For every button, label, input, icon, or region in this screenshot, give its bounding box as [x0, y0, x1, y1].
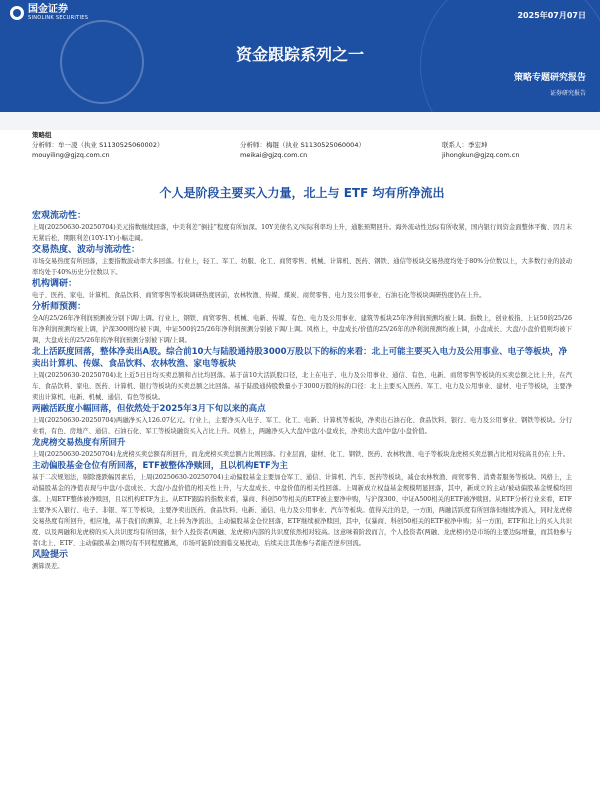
report-body — [32, 210, 572, 572]
section-heading: 两融活跃度小幅回落，但依然处于2025年3月下旬以来的高点 — [32, 404, 266, 414]
section-text: 上周(20250630-20250704)美元指数继续回落，中美利差“倒挂”程度有所加深。10Y美债名义/实际利率均上升，通胀预期回升。海外流动性边际有所收紧，国内银行间资金面整体平衡、因月末无紧后松，期限利差(10Y-1Y)小幅走阔。 — [32, 224, 572, 242]
section-text: 基于二次规划法，剔除涨跌幅因素后，上周(20250630-20250704)主动偏股基金主要加仓军工、通信、计算机、汽车、医药等板块，减仓农林牧渔、商贸零售、消费者服务等板块。风格上，主动偏股基金的净值表现与中盘/小盘成长、大盘/小盘价值的相关性上升，与大盘成长、中盘价值的相关性回落。上周新成立权益基金规模明显回落，其中，新成立的主动/被动偏股基金规模均回落。上周ETF整体被净赎回，且以机构ETF为主。从ETF跟踪的指数来看，暴商、科创50等相关的ETF被主要净申购，与沪深300、中证A500相关的ETF被净赎回。从ETF分析行业来看，ETF主要净买入银行、电子、非银、军工等板块，主要净卖出医药、食品饮料、电新、通信、电力及公用事业、汽车等板块。值得关注的是，一方面，两融活跃度有所回落但继续净流入，同时龙虎榜交易热度有所回升，相应地，基于我们的测算，北上转为净流出，主动偏股基金仓位回落，ETF继续被净赎回，其中，仅暴商、科创50相关的ETF被净申购；另一方面，ETF和北上的买入共识度、以及两融和龙虎榜的买入共识度均有所回落，但个人投资者(两融、龙虎榜)内部的共识度依然相对较高。这意味着阶段而言，个人投资者(两融、龙虎榜)仍是市场的主要边际增量，而其他参与者(北上、ETF、主动偏股基金)则均有不同程度撤离，市场可能阶段面临交易扰动，后续关注其他参与者能否逆步回流。 — [32, 474, 572, 547]
section-text: 上周(20250630-20250704)龙虎榜买卖总额有所回升，而龙虎榜买卖总额占比则回落。行业层面，建材、化工、钢铁、医药、农林牧渔、电子等板块龙虎榜买卖总额占比相对较高且仍在上升。 — [32, 451, 570, 458]
author-2-email[interactable]: meikai@gjzq.com.cn — [240, 151, 308, 159]
header-spacer — [0, 112, 600, 130]
section-heading: 北上活跃度回落，整体净卖出A股。综合前10大与陆股通持股3000万股以下的标的来看：北上可能主要买入电力及公用事业、电子等板块，净卖出计算机、传媒、食品饮料、农林牧渔、家电等板块 — [32, 347, 568, 369]
section-margin-trading — [32, 403, 572, 437]
report-type: 策略专题研究报告 — [513, 73, 586, 83]
author-block — [32, 130, 572, 160]
author-1: 分析师：牟一凌（执业 S1130525060002） — [32, 141, 164, 149]
section-risk-warning — [32, 549, 572, 572]
logo-text-cn: 国金证券 — [28, 4, 68, 15]
author-names-row — [32, 140, 572, 150]
section-macro-liquidity — [32, 210, 572, 244]
contact-1-email[interactable]: jihongkun@gjzq.com.cn — [442, 151, 520, 159]
section-northbound — [32, 346, 572, 403]
section-analyst-forecast — [32, 301, 572, 346]
report-subtype: 证券研究报告 — [549, 90, 586, 97]
section-text: 测算误差。 — [32, 563, 64, 570]
section-text: 电子、医药、家电、计算机、食品饮料、商贸零售等板块调研热度居前，农林牧渔、传媒、煤炭、商贸零售、电力及公用事业、石油石化等板块调研热度仍在上升。 — [32, 292, 486, 299]
company-logo — [10, 4, 88, 21]
section-heading: 分析师预测： — [32, 302, 87, 312]
author-emails-row — [32, 150, 572, 160]
author-2: 分析师：梅锟（执业 S1130525060004） — [240, 141, 365, 149]
report-date: 2025年07月07日 — [517, 11, 586, 20]
section-dragon-tiger — [32, 437, 572, 460]
section-text: 上周(20250630-20250704)两融净买入126.07亿元。行业上，主要净买入电子、军工、化工、电新、计算机等板块，净卖出石油石化、食品饮料、银行、电力及公用事业、钢铁等板块。分行业看，有色、房地产、通信、石油石化、军工等板块融资买入占比上升。风格上，两融净买入大盘/中盘/小盘成长，净卖出大盘/中盘/小盘价值。 — [32, 417, 572, 435]
section-heading: 交易热度、波动与流动性： — [32, 245, 141, 255]
logo-text-en: SINOLINK SECURITIES — [28, 15, 89, 21]
section-institutional-research — [32, 278, 572, 301]
section-heading: 主动偏股基金仓位有所回落，ETF被整体净赎回，且以机构ETF为主 — [32, 461, 288, 471]
section-heading: 风险提示 — [32, 550, 69, 560]
series-title: 资金跟踪系列之一 — [235, 45, 364, 64]
section-heading: 机构调研： — [32, 279, 78, 289]
section-text: 上周(20250630-20250704)北上近5日日均买卖总额和占比均回落。基于前10大活跃股口径，北上在电子、电力及公用事业、通信、有色、电新、商贸零售等板块的买卖总额之比上升，在汽车、食品饮料、家电、医药、计算机、银行等板块的买卖总额之比回落。基于陆股通持股数量小于3000万股的标的口径：北上主要买入医药、军工、电力及公用事业、建材、电子等板块，主要净卖出计算机、电新、机械、通信、有色等板块。 — [32, 372, 572, 401]
section-funds-etf — [32, 460, 572, 549]
contact-1: 联系人：季宏坤 — [442, 141, 488, 149]
header-banner — [0, 0, 600, 112]
author-1-email[interactable]: mouyiling@gjzq.com.cn — [32, 151, 110, 159]
section-trading-heat — [32, 244, 572, 278]
logo-icon — [10, 6, 24, 20]
section-text: 市场交易热度有所回落，主要指数波动率大多回落。行业上，轻工、军工、纺服、化工、商贸零售、机械、计算机、医药、钢铁、通信等板块交易热度均处于80%分位数以上，大多数行业的波动率均处于40%历史分位数以下。 — [32, 258, 572, 276]
report-title: 个人是阶段主要买入力量，北上与 ETF 均有所净流出 — [159, 186, 445, 200]
team-name: 策略组 — [32, 131, 52, 139]
section-heading: 宏观流动性： — [32, 211, 87, 221]
section-heading: 龙虎榜交易热度有所回升 — [32, 438, 126, 448]
section-text: 全A的25/26年净利润预测被分别下调/上调。行业上，钢铁、商贸零售、机械、电新、传媒、有色、电力及公用事业、建筑等板块25年净利润预测均被上调。指数上，创业板指、上证50的25/26年净利润预测均被上调，沪深300则均被下调，中证500的25/26年净利润预测分别被下调/上调。风格上，中盘成长/价值的25/26年的净利润预测均被上调，小盘成长、大盘/小盘价值则均被下调，大盘成长的25/26年的净利润预测分别被下调/上调。 — [32, 315, 572, 344]
